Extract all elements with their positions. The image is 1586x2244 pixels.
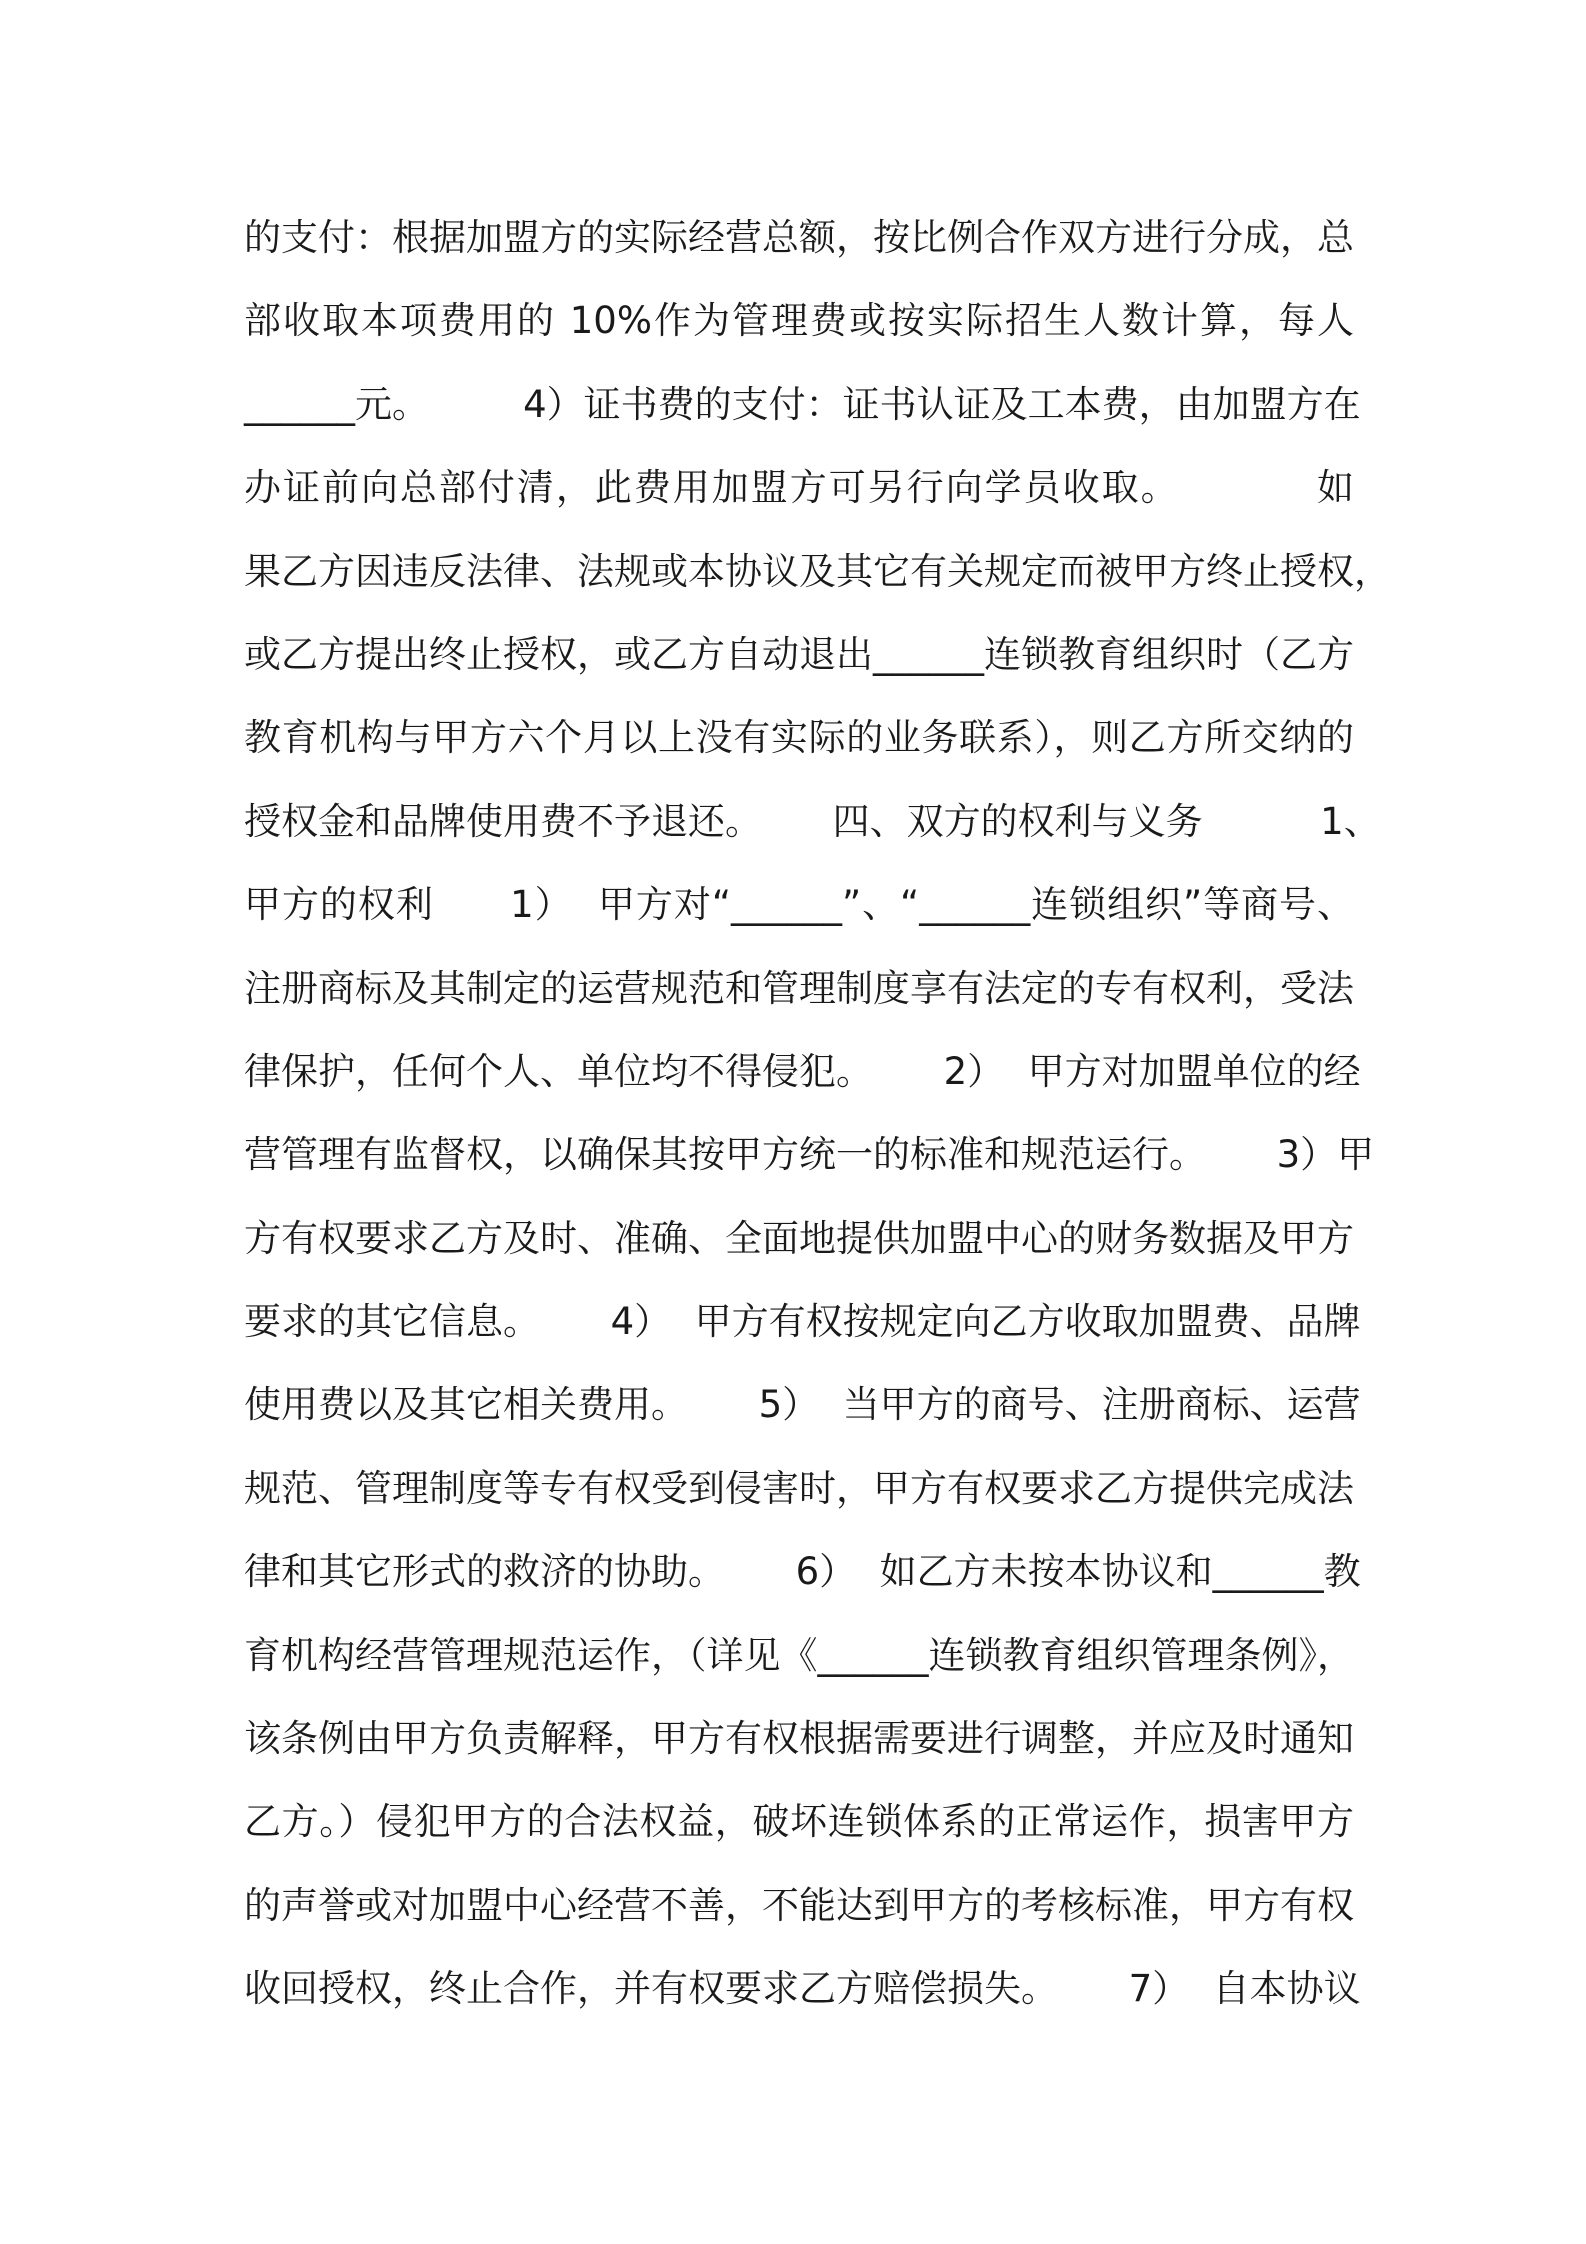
text-line: 的声誉或对加盟中心经营不善，不能达到甲方的考核标准，甲方有权 bbox=[244, 1883, 1354, 1927]
text-line: 使用费以及其它相关费用。 5） 当甲方的商号、注册商标、运营 bbox=[244, 1383, 1361, 1427]
text-line: 律和其它形式的救济的协助。 6） 如乙方未按本协议和______教 bbox=[244, 1550, 1361, 1594]
text-line: 该条例由甲方负责解释，甲方有权根据需要进行调整，并应及时通知 bbox=[244, 1717, 1354, 1761]
text-line: 乙方。）侵犯甲方的合法权益，破坏连锁体系的正常运作，损害甲方 bbox=[244, 1800, 1354, 1844]
text-line: 要求的其它信息。 4） 甲方有权按规定向乙方收取加盟费、品牌 bbox=[244, 1300, 1361, 1344]
text-line: 育机构经营管理规范运作，（详见《______连锁教育组织管理条例》， bbox=[244, 1633, 1354, 1677]
text-line: 营管理有监督权，以确保其按甲方统一的标准和规范运行。 3）甲 bbox=[244, 1133, 1375, 1177]
text-line: 授权金和品牌使用费不予退还。 四、双方的权利与义务 1、 bbox=[244, 799, 1381, 843]
text-line: 的支付：根据加盟方的实际经营总额，按比例合作双方进行分成，总 bbox=[244, 216, 1354, 259]
text-line: 收回授权，终止合作，并有权要求乙方赔偿损失。 7） 自本协议 bbox=[244, 1967, 1361, 2011]
text-line: 或乙方提出终止授权，或乙方自动退出______连锁教育组织时（乙方 bbox=[244, 632, 1354, 676]
text-line: 甲方的权利 1） 甲方对“______”、“______连锁组织”等商号、 bbox=[244, 883, 1354, 927]
text-line: 方有权要求乙方及时、准确、全面地提供加盟中心的财务数据及甲方 bbox=[244, 1216, 1354, 1260]
text-line: 教育机构与甲方六个月以上没有实际的业务联系），则乙方所交纳的 bbox=[244, 716, 1354, 760]
text-line: 部收取本项费用的 10%作为管理费或按实际招生人数计算，每人 bbox=[244, 299, 1354, 343]
text-line: 规范、管理制度等专有权受到侵害时，甲方有权要求乙方提供完成法 bbox=[244, 1466, 1354, 1510]
body-text bbox=[244, 196, 1391, 2031]
text-line: 律保护，任何个人、单位均不得侵犯。 2） 甲方对加盟单位的经 bbox=[244, 1049, 1361, 1093]
text-line: ______元。 4）证书费的支付：证书认证及工本费，由加盟方在 bbox=[244, 382, 1361, 426]
text-line: 果乙方因违反法律、法规或本协议及其它有关规定而被甲方终止授权， bbox=[244, 549, 1391, 593]
text-line: 注册商标及其制定的运营规范和管理制度享有法定的专有权利，受法 bbox=[244, 966, 1354, 1010]
text-line: 办证前向总部付清，此费用加盟方可另行向学员收取。 如 bbox=[244, 466, 1354, 510]
